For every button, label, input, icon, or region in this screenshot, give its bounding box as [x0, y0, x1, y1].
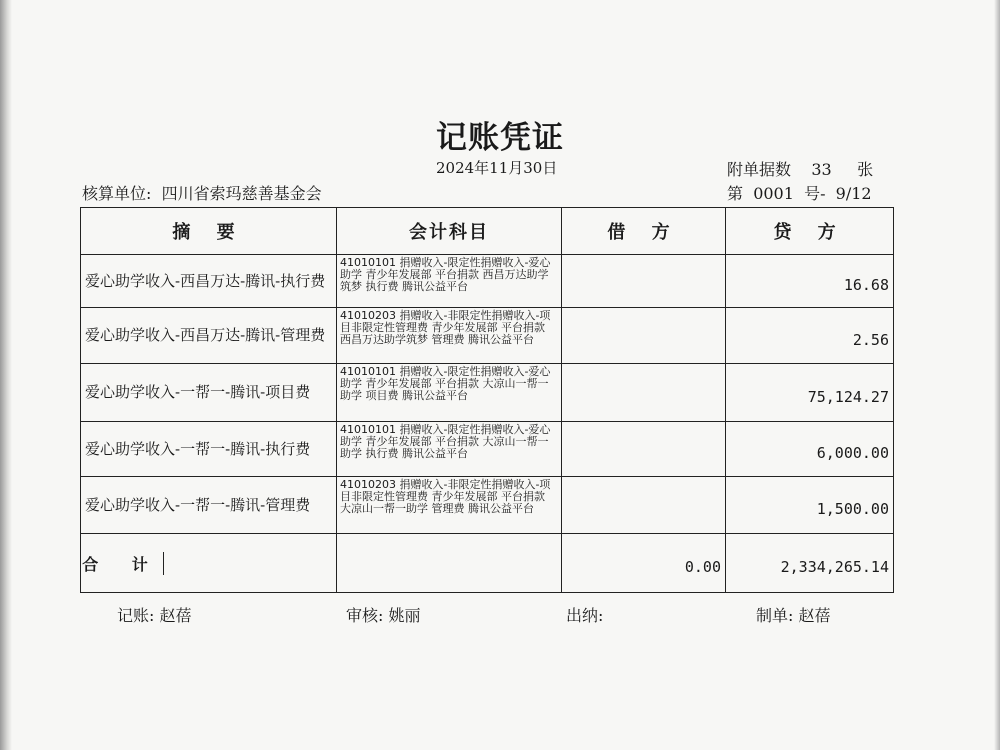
attachment-number: 33 [811, 160, 832, 179]
total-debit: 0.00 [562, 534, 726, 593]
debit-cell [562, 364, 726, 422]
total-row [81, 534, 894, 593]
summary-cell: 爱心助学收入-西昌万达-腾讯-执行费 [81, 255, 337, 308]
debit-cell [562, 422, 726, 477]
credit-cell: 1,500.00 [726, 477, 894, 534]
voucher-number-suffix: 号- [804, 184, 826, 203]
attachment-label: 附单据数 [727, 160, 792, 179]
accounting-unit-label: 核算单位: [82, 184, 152, 203]
account-cell: 41010203 捐赠收入-非限定性捐赠收入-项目非限定性管理费 青少年发展部 平台捐款 大凉山一帮一助学 管理费 腾讯公益平台 [337, 477, 562, 534]
table-row [81, 255, 894, 308]
column-header-summary: 摘 要 [81, 208, 337, 255]
table-row [81, 422, 894, 477]
table-row [81, 364, 894, 422]
attachment-count [727, 157, 873, 180]
credit-cell: 6,000.00 [726, 422, 894, 477]
voucher-number [727, 181, 872, 204]
voucher-page: 9/12 [835, 184, 872, 203]
debit-cell [562, 308, 726, 364]
bookkeeper-signature: 记账: 赵蓓 [117, 606, 192, 625]
column-header-account: 会计科目 [337, 208, 562, 255]
credit-cell: 2.56 [726, 308, 894, 364]
account-cell: 41010203 捐赠收入-非限定性捐赠收入-项目非限定性管理费 青少年发展部 平台捐款 西昌万达助学筑梦 管理费 腾讯公益平台 [337, 308, 562, 364]
table-row [81, 477, 894, 534]
total-spacer [164, 552, 336, 575]
total-label-text: 合 计 [81, 552, 164, 575]
summary-cell: 爱心助学收入-一帮一-腾讯-项目费 [81, 364, 337, 422]
cashier-signature: 出纳: [566, 606, 604, 625]
voucher-title: 记账凭证 [436, 120, 564, 156]
column-header-credit: 贷 方 [726, 208, 894, 255]
debit-cell [562, 477, 726, 534]
total-account-cell [337, 534, 562, 593]
total-label [81, 534, 337, 593]
column-header-debit: 借 方 [562, 208, 726, 255]
table-header [81, 208, 894, 255]
total-credit: 2,334,265.14 [726, 534, 894, 593]
accounting-unit-value: 四川省索玛慈善基金会 [161, 184, 322, 203]
table-row [81, 308, 894, 364]
account-cell: 41010101 捐赠收入-限定性捐赠收入-爱心助学 青少年发展部 平台捐款 大凉山一帮一助学 执行费 腾讯公益平台 [337, 422, 562, 477]
credit-cell: 16.68 [726, 255, 894, 308]
account-cell: 41010101 捐赠收入-限定性捐赠收入-爱心助学 青少年发展部 平台捐款 西昌万达助学筑梦 执行费 腾讯公益平台 [337, 255, 562, 308]
accounting-unit [82, 181, 322, 204]
voucher-number-prefix: 第 [727, 184, 744, 203]
voucher-date: 2024年11月30日 [436, 159, 558, 177]
summary-cell: 爱心助学收入-一帮一-腾讯-管理费 [81, 477, 337, 534]
preparer-signature: 制单: 赵蓓 [756, 606, 831, 625]
account-cell: 41010101 捐赠收入-限定性捐赠收入-爱心助学 青少年发展部 平台捐款 大凉山一帮一助学 项目费 腾讯公益平台 [337, 364, 562, 422]
voucher-number-value: 0001 [753, 184, 794, 203]
attachment-unit: 张 [857, 160, 874, 179]
credit-cell: 75,124.27 [726, 364, 894, 422]
summary-cell: 爱心助学收入-一帮一-腾讯-执行费 [81, 422, 337, 477]
summary-cell: 爱心助学收入-西昌万达-腾讯-管理费 [81, 308, 337, 364]
reviewer-signature: 审核: 姚丽 [346, 606, 421, 625]
debit-cell [562, 255, 726, 308]
voucher-table [80, 207, 894, 593]
